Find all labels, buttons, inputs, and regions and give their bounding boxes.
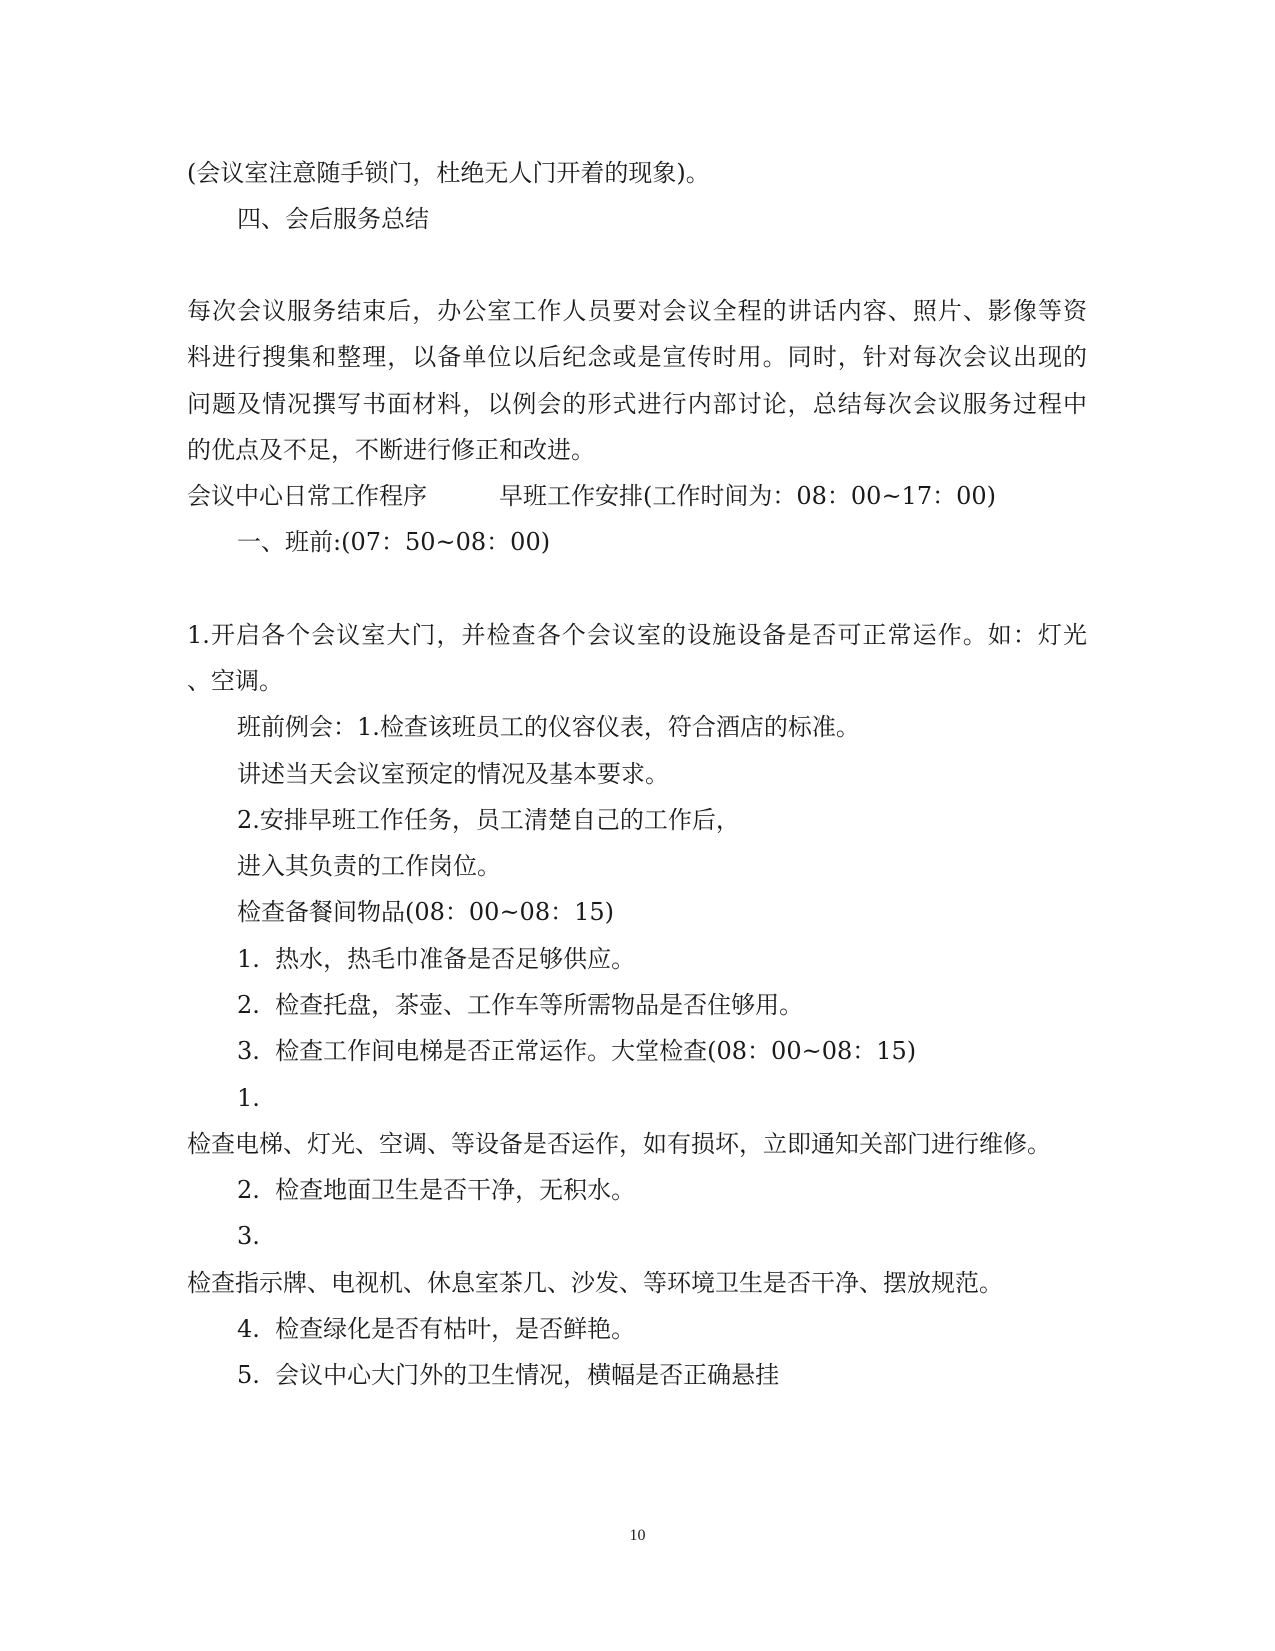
text-line: 2.安排早班工作任务，员工清楚自己的工作后， <box>237 806 740 834</box>
section-heading: 会议中心日常工作程序 早班工作安排(工作时间为：08：00~17：00) <box>187 482 996 510</box>
text-line: (会议室注意随手锁门，杜绝无人门开着的现象)。 <box>187 159 710 187</box>
page-number: 10 <box>629 1527 646 1544</box>
text-line: 检查电梯、灯光、空调、等设备是否运作，如有损坏，立即通知关部门进行维修。 <box>187 1130 1051 1158</box>
text-line: 检查指示牌、电视机、休息室茶几、沙发、等环境卫生是否干净、摆放规范。 <box>187 1269 1003 1297</box>
text-line: 料进行搜集和整理，以备单位以后纪念或是宣传时用。同时，针对每次会议出现的 <box>187 343 1087 371</box>
text-line: 问题及情况撰写书面材料，以例会的形式进行内部讨论，总结每次会议服务过程中 <box>187 390 1087 418</box>
text-line: 、空调。 <box>187 667 283 695</box>
text-line: 的优点及不足，不断进行修正和改进。 <box>187 436 595 464</box>
list-item: 4. 检查绿化是否有枯叶，是否鲜艳。 <box>237 1315 636 1343</box>
list-item: 3. 检查工作间电梯是否正常运作。大堂检查(08：00~08：15) <box>237 1037 917 1065</box>
list-item: 5. 会议中心大门外的卫生情况，横幅是否正确悬挂 <box>237 1361 780 1389</box>
text-line: 1.开启各个会议室大门，并检查各个会议室的设施设备是否可正常运作。如：灯光 <box>187 621 1087 649</box>
list-item: 1. 热水，热毛巾准备是否足够供应。 <box>237 945 636 973</box>
text-line: 讲述当天会议室预定的情况及基本要求。 <box>237 760 669 788</box>
list-item: 2. 检查地面卫生是否干净，无积水。 <box>237 1176 636 1204</box>
section-heading: 四、会后服务总结 <box>237 205 429 233</box>
list-item-number: 3. <box>237 1222 260 1250</box>
list-item-number: 1. <box>237 1084 260 1112</box>
text-line: 每次会议服务结束后，办公室工作人员要对会议全程的讲话内容、照片、影像等资 <box>187 297 1087 325</box>
text-line: 一、班前:(07：50~08：00) <box>237 528 551 556</box>
text-line: 进入其负责的工作岗位。 <box>237 852 501 880</box>
list-item: 2. 检查托盘，茶壶、工作车等所需物品是否住够用。 <box>237 991 804 1019</box>
text-line: 检查备餐间物品(08：00~08：15) <box>237 898 614 926</box>
text-line: 班前例会：1.检查该班员工的仪容仪表，符合酒店的标准。 <box>237 713 860 741</box>
